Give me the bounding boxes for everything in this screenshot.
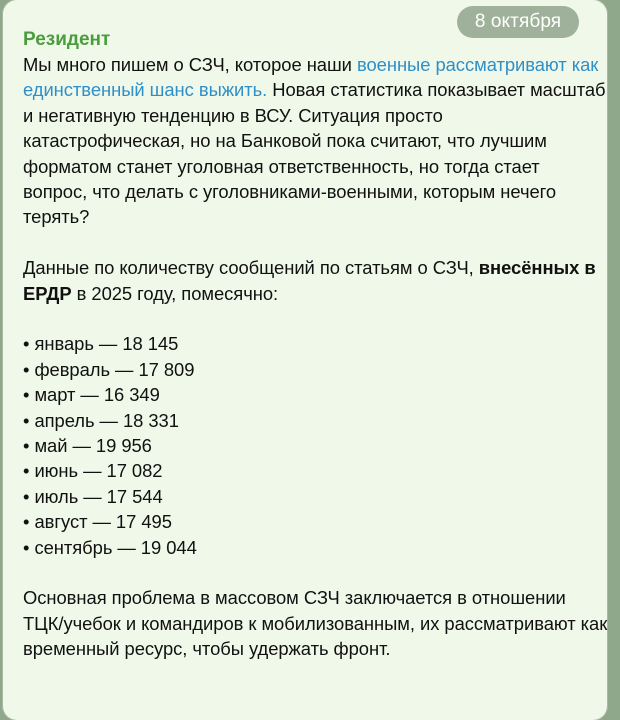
data-heading-text-end: в 2025 году, помесячно: xyxy=(71,282,279,304)
data-heading-paragraph xyxy=(23,255,608,306)
paragraph-spacer xyxy=(23,560,608,585)
monthly-stats-list xyxy=(23,331,608,560)
list-item: • апрель — 18 331 xyxy=(23,409,179,431)
list-item: • май — 19 956 xyxy=(23,435,152,457)
list-item: • сентябрь — 19 044 xyxy=(23,536,197,558)
intro-paragraph xyxy=(23,52,608,230)
article-link[interactable]: военные рассматривают как единственный шанс выжить. xyxy=(23,54,599,101)
list-item: • июль — 17 544 xyxy=(23,485,163,507)
list-item: • январь — 18 145 xyxy=(23,333,179,355)
paragraph-spacer xyxy=(23,306,608,331)
list-item: • июнь — 17 082 xyxy=(23,460,163,482)
intro-text-before-link: Мы много пишем о СЗЧ, которое наши xyxy=(23,54,357,75)
paragraph-spacer xyxy=(23,230,608,255)
message-bubble xyxy=(3,0,607,720)
list-item: • март — 16 349 xyxy=(23,384,160,406)
list-item: • февраль — 17 809 xyxy=(23,358,195,380)
data-heading-text: Данные по количеству сообщений по статьям о СЗЧ, xyxy=(23,257,479,279)
message-text xyxy=(23,52,608,662)
conclusion-paragraph: Основная проблема в массовом СЗЧ заключается в отношении ТЦК/учебок и командиров к мобилизованным, их рассматривают как временный ресурс, чтобы удержать фронт. xyxy=(23,587,608,660)
date-badge[interactable]: 8 октября xyxy=(457,6,579,38)
list-item: • август — 17 495 xyxy=(23,511,172,533)
intro-text-after-link: Новая статистика показывает масштаб и негативную тенденцию в ВСУ. Ситуация просто катастрофическая, но на Банковой пока считают, что лучшим форматом станет уголовная ответственность, но тогда стает вопрос, что делать с уголовниками-военными, которым нечего терять? xyxy=(23,79,606,228)
channel-author-name[interactable]: Резидент xyxy=(23,29,111,50)
data-heading-bold-text: внесённых в ЕРДР xyxy=(23,257,596,304)
